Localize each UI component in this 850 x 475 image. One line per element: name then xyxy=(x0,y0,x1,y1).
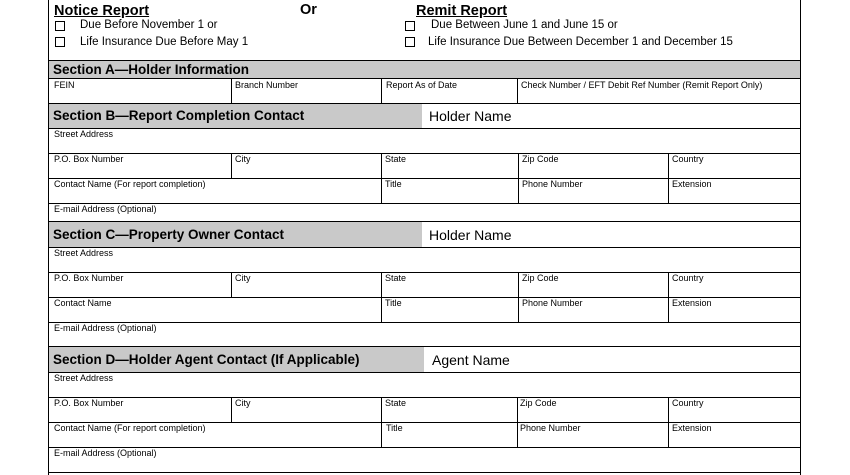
remit-june-label: Due Between June 1 and June 15 or xyxy=(431,19,618,31)
divider xyxy=(517,78,518,103)
section-d-title-field[interactable]: Title xyxy=(386,423,403,433)
section-d-title: Section D—Holder Agent Contact (If Applicable) xyxy=(49,347,424,372)
section-b-zip-field[interactable]: Zip Code xyxy=(522,154,559,164)
section-d-phone-field[interactable]: Phone Number xyxy=(520,423,581,433)
section-a-title: Section A—Holder Information xyxy=(49,61,800,78)
section-d-extension-field[interactable]: Extension xyxy=(672,423,712,433)
notice-due-nov-checkbox[interactable] xyxy=(55,21,65,31)
section-c-email-field[interactable]: E-mail Address (Optional) xyxy=(54,323,157,333)
remit-june-checkbox[interactable] xyxy=(405,21,415,31)
section-b-title: Section B—Report Completion Contact xyxy=(49,104,422,128)
section-c-country-field[interactable]: Country xyxy=(672,273,704,283)
remit-life-dec-checkbox[interactable] xyxy=(405,37,415,47)
section-d-city-field[interactable]: City xyxy=(235,398,251,408)
rule xyxy=(48,78,801,79)
section-b-email-field[interactable]: E-mail Address (Optional) xyxy=(54,204,157,214)
rule xyxy=(48,203,801,204)
section-b-holder-name-field[interactable]: Holder Name xyxy=(429,108,512,124)
section-b-state-field[interactable]: State xyxy=(385,154,407,164)
rule xyxy=(48,447,801,448)
rule xyxy=(48,472,801,473)
section-d-po-box-field[interactable]: P.O. Box Number xyxy=(54,398,124,408)
divider xyxy=(231,272,232,297)
section-c-contact-name-field[interactable]: Contact Name xyxy=(54,298,112,308)
section-b-title-field[interactable]: Title xyxy=(385,179,402,189)
rule xyxy=(48,128,801,129)
section-d-zip-field[interactable]: Zip Code xyxy=(520,398,557,408)
section-b-phone-field[interactable]: Phone Number xyxy=(522,179,583,189)
section-b-street-field[interactable]: Street Address xyxy=(54,129,114,139)
remit-report-title: Remit Report xyxy=(416,3,508,19)
divider xyxy=(231,397,232,422)
section-c-state-field[interactable]: State xyxy=(385,273,407,283)
remit-life-dec-label: Life Insurance Due Between December 1 and December 15 xyxy=(428,36,733,48)
rule xyxy=(48,372,801,373)
section-c-zip-field[interactable]: Zip Code xyxy=(522,273,559,283)
notice-due-nov-label: Due Before November 1 or xyxy=(80,19,218,31)
check-number-field[interactable]: Check Number / EFT Debit Ref Number (Remit Report Only) xyxy=(521,80,763,90)
section-c-extension-field[interactable]: Extension xyxy=(672,298,712,308)
section-d-street-field[interactable]: Street Address xyxy=(54,373,114,383)
branch-number-field[interactable]: Branch Number xyxy=(235,80,299,90)
rule xyxy=(48,322,801,323)
section-c-po-box-field[interactable]: P.O. Box Number xyxy=(54,273,124,283)
section-d-contact-name-field[interactable]: Contact Name (For report completion) xyxy=(54,423,206,433)
section-c-city-field[interactable]: City xyxy=(235,273,251,283)
section-b-country-field[interactable]: Country xyxy=(672,154,704,164)
notice-life-may-label: Life Insurance Due Before May 1 xyxy=(80,36,249,48)
section-d-state-field[interactable]: State xyxy=(385,398,407,408)
section-c-holder-name-field[interactable]: Holder Name xyxy=(429,227,512,243)
section-d-agent-name-field[interactable]: Agent Name xyxy=(432,352,510,368)
rule xyxy=(48,247,801,248)
section-c-title-field[interactable]: Title xyxy=(385,298,402,308)
report-as-of-date-field[interactable]: Report As of Date xyxy=(386,80,458,90)
section-b-city-field[interactable]: City xyxy=(235,154,251,164)
section-d-email-field[interactable]: E-mail Address (Optional) xyxy=(54,448,157,458)
divider xyxy=(381,78,382,103)
section-c-phone-field[interactable]: Phone Number xyxy=(522,298,583,308)
section-b-extension-field[interactable]: Extension xyxy=(672,179,712,189)
notice-life-may-checkbox[interactable] xyxy=(55,37,65,47)
section-d-country-field[interactable]: Country xyxy=(672,398,704,408)
divider xyxy=(231,78,232,103)
section-c-title: Section C—Property Owner Contact xyxy=(49,222,422,247)
section-b-contact-name-field[interactable]: Contact Name (For report completion) xyxy=(54,179,206,189)
or-text: Or xyxy=(300,2,317,18)
section-b-po-box-field[interactable]: P.O. Box Number xyxy=(54,154,124,164)
fein-field[interactable]: FEIN xyxy=(54,80,75,90)
notice-report-title: Notice Report xyxy=(54,3,150,19)
divider xyxy=(231,153,232,178)
section-c-street-field[interactable]: Street Address xyxy=(54,248,114,258)
